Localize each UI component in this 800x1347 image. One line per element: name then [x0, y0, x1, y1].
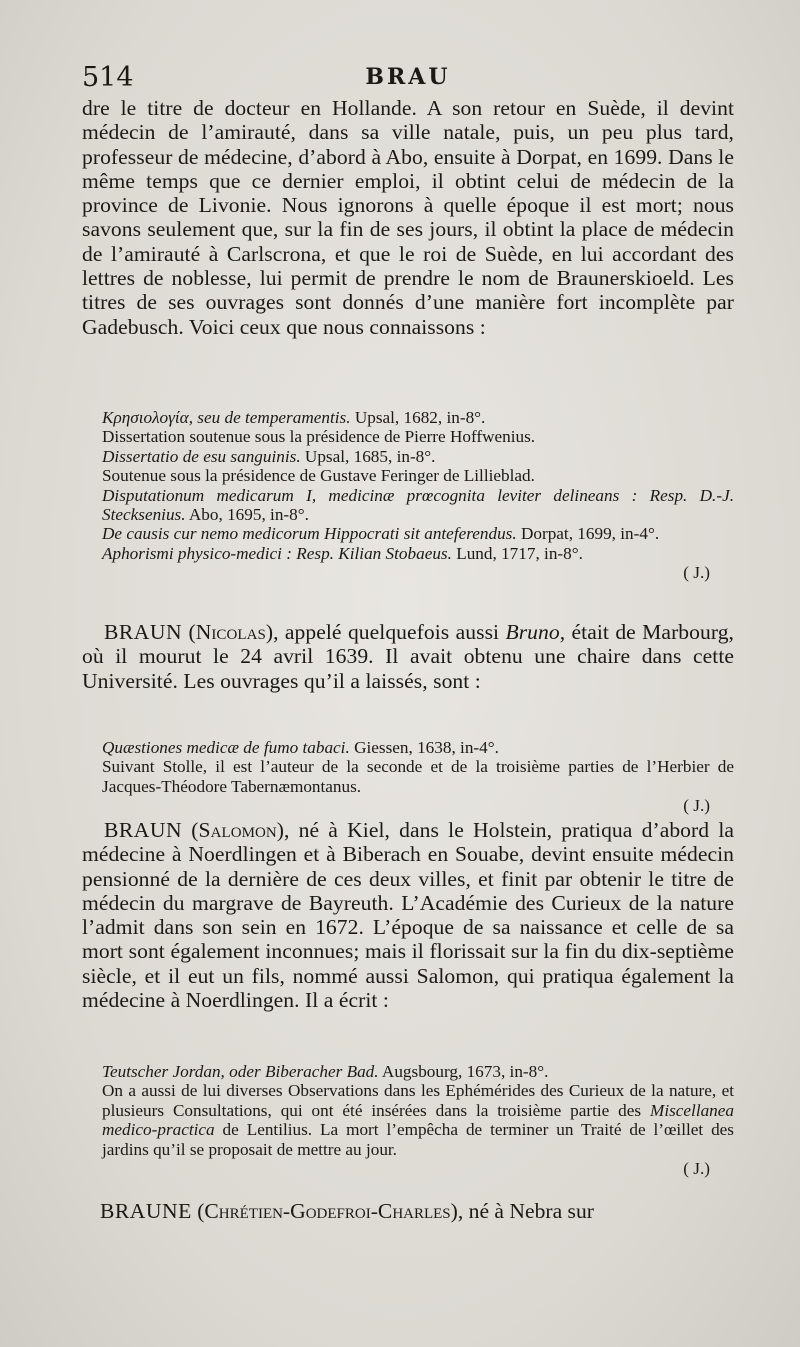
- work-entry: Aphorismi physico-medici : Resp. Kilian Stobaeus. Lund, 1717, in-8°.: [102, 543, 583, 563]
- works-list-1: [102, 408, 734, 583]
- work-entry: De causis cur nemo medicorum Hippocrati sit anteferendus. Dorpat, 1699, in-4°.: [102, 524, 660, 544]
- page-header: [82, 62, 734, 98]
- page-number: 514: [82, 62, 134, 93]
- author-signature: ( J.): [683, 1159, 710, 1179]
- intro-paragraph: dre le titre de docteur en Hollande. A son retour en Suède, il devint médecin de l’amirauté, dans sa ville natale, puis, un peu plus tard, professeur de médecine, d’abord à Abo, ensuite à Dorpat, en 1699. Dans le même temps que ce dernier emploi, il obtint celui de médecin de la province de Livonie. Nous ignorons à quelle époque il est mort; nous savons seulement que, sur la fin de ses jours, il obtint la place de médecin de l’amirauté à Carlscrona, et que le roi de Suède, en lui accordant des lettres de noblesse, lui permit de prendre le nom de Braunerskioeld. Les titres de ses ouvrages sont donnés d’une manière fort incomplète par Gadebusch. Voici ceux que nous connaissons :: [82, 96, 734, 339]
- entry-given-name: (Chrétien-Godefroi-Charles): [197, 1199, 458, 1223]
- works-list-3: [102, 1062, 734, 1178]
- work-note: Suivant Stolle, il est l’auteur de la seconde et de la troisième parties de l’Herbier de Jacques-Théodore Tabernæmontanus.: [102, 757, 734, 796]
- work-entry: Dissertatio de esu sanguinis. Upsal, 1685, in-8°.: [102, 446, 436, 466]
- intro-paragraph-block: [82, 96, 734, 339]
- work-entry: Teutscher Jordan, oder Biberacher Bad. Augsbourg, 1673, in-8°.: [102, 1062, 549, 1081]
- author-signature: ( J.): [683, 563, 710, 583]
- entry-paragraph: BRAUN (Nicolas), appelé quelquefois aussi Bruno, était de Marbourg, où il mourut le 24 avril 1639. Il avait obtenu une chaire dans cette Université. Les ouvrages qu’il a laissés, sont :: [82, 620, 734, 693]
- entry-given-name: (Nicolas): [188, 620, 274, 644]
- work-note: On a aussi de lui diverses Observations dans les Ephémérides des Curieux de la nature, et plusieurs Consultations, qui ont été insérées dans la troisième partie des Miscellanea medico-practica de Lentilius. La mort l’empêcha de terminer un Traité de l’œillet des jardins qu’il se proposait de mettre au jour.: [102, 1081, 734, 1159]
- running-title: BRAU: [365, 64, 451, 90]
- work-note: Soutenue sous la présidence de Gustave Feringer de Lillieblad.: [102, 466, 535, 486]
- entry-headword: BRAUN: [104, 818, 183, 842]
- work-entry: Disputationum medicarum I, medicinæ prœcognita leviter delineans : Resp. D.-J. Stecksenius. Abo, 1695, in-8°.: [102, 485, 734, 525]
- entry-paragraph: BRAUN (Salomon), né à Kiel, dans le Holstein, pratiqua d’abord la médecine à Noerdlingen et à Biberach en Souabe, devint ensuite médecin pensionné de la dernière de ces deux villes, et finit par obtenir le titre de médecin du margrave de Bayreuth. L’Académie des Curieux de la nature l’admit dans son sein en 1672. L’époque de sa naissance et celle de sa mort sont également inconnues; mais il florissait sur la fin du dix-septième siècle, et il eut un fils, nommé aussi Salomon, qui pratiqua également la médecine à Noerdlingen. Il a écrit :: [82, 818, 734, 1013]
- entry-braun-nicolas: [82, 620, 734, 693]
- work-entry: Quæstiones medicæ de fumo tabaci. Giessen, 1638, in-4°.: [102, 738, 499, 757]
- entry-headword: BRAUN: [104, 620, 183, 644]
- entry-braun-salomon: [82, 818, 734, 1012]
- entry-given-name: (Salomon): [191, 818, 284, 842]
- work-note: Dissertation soutenue sous la présidence de Pierre Hoffwenius.: [102, 427, 536, 447]
- entry-braune: BRAUNE (Chrétien-Godefroi-Charles), né à Nebra sur: [100, 1199, 594, 1223]
- works-list-2: [102, 738, 734, 816]
- work-entry: Κρησιολογία, seu de temperamentis. Upsal, 1682, in-8°.: [102, 408, 486, 427]
- author-signature: ( J.): [683, 796, 710, 816]
- entry-headword: BRAUNE: [100, 1199, 192, 1223]
